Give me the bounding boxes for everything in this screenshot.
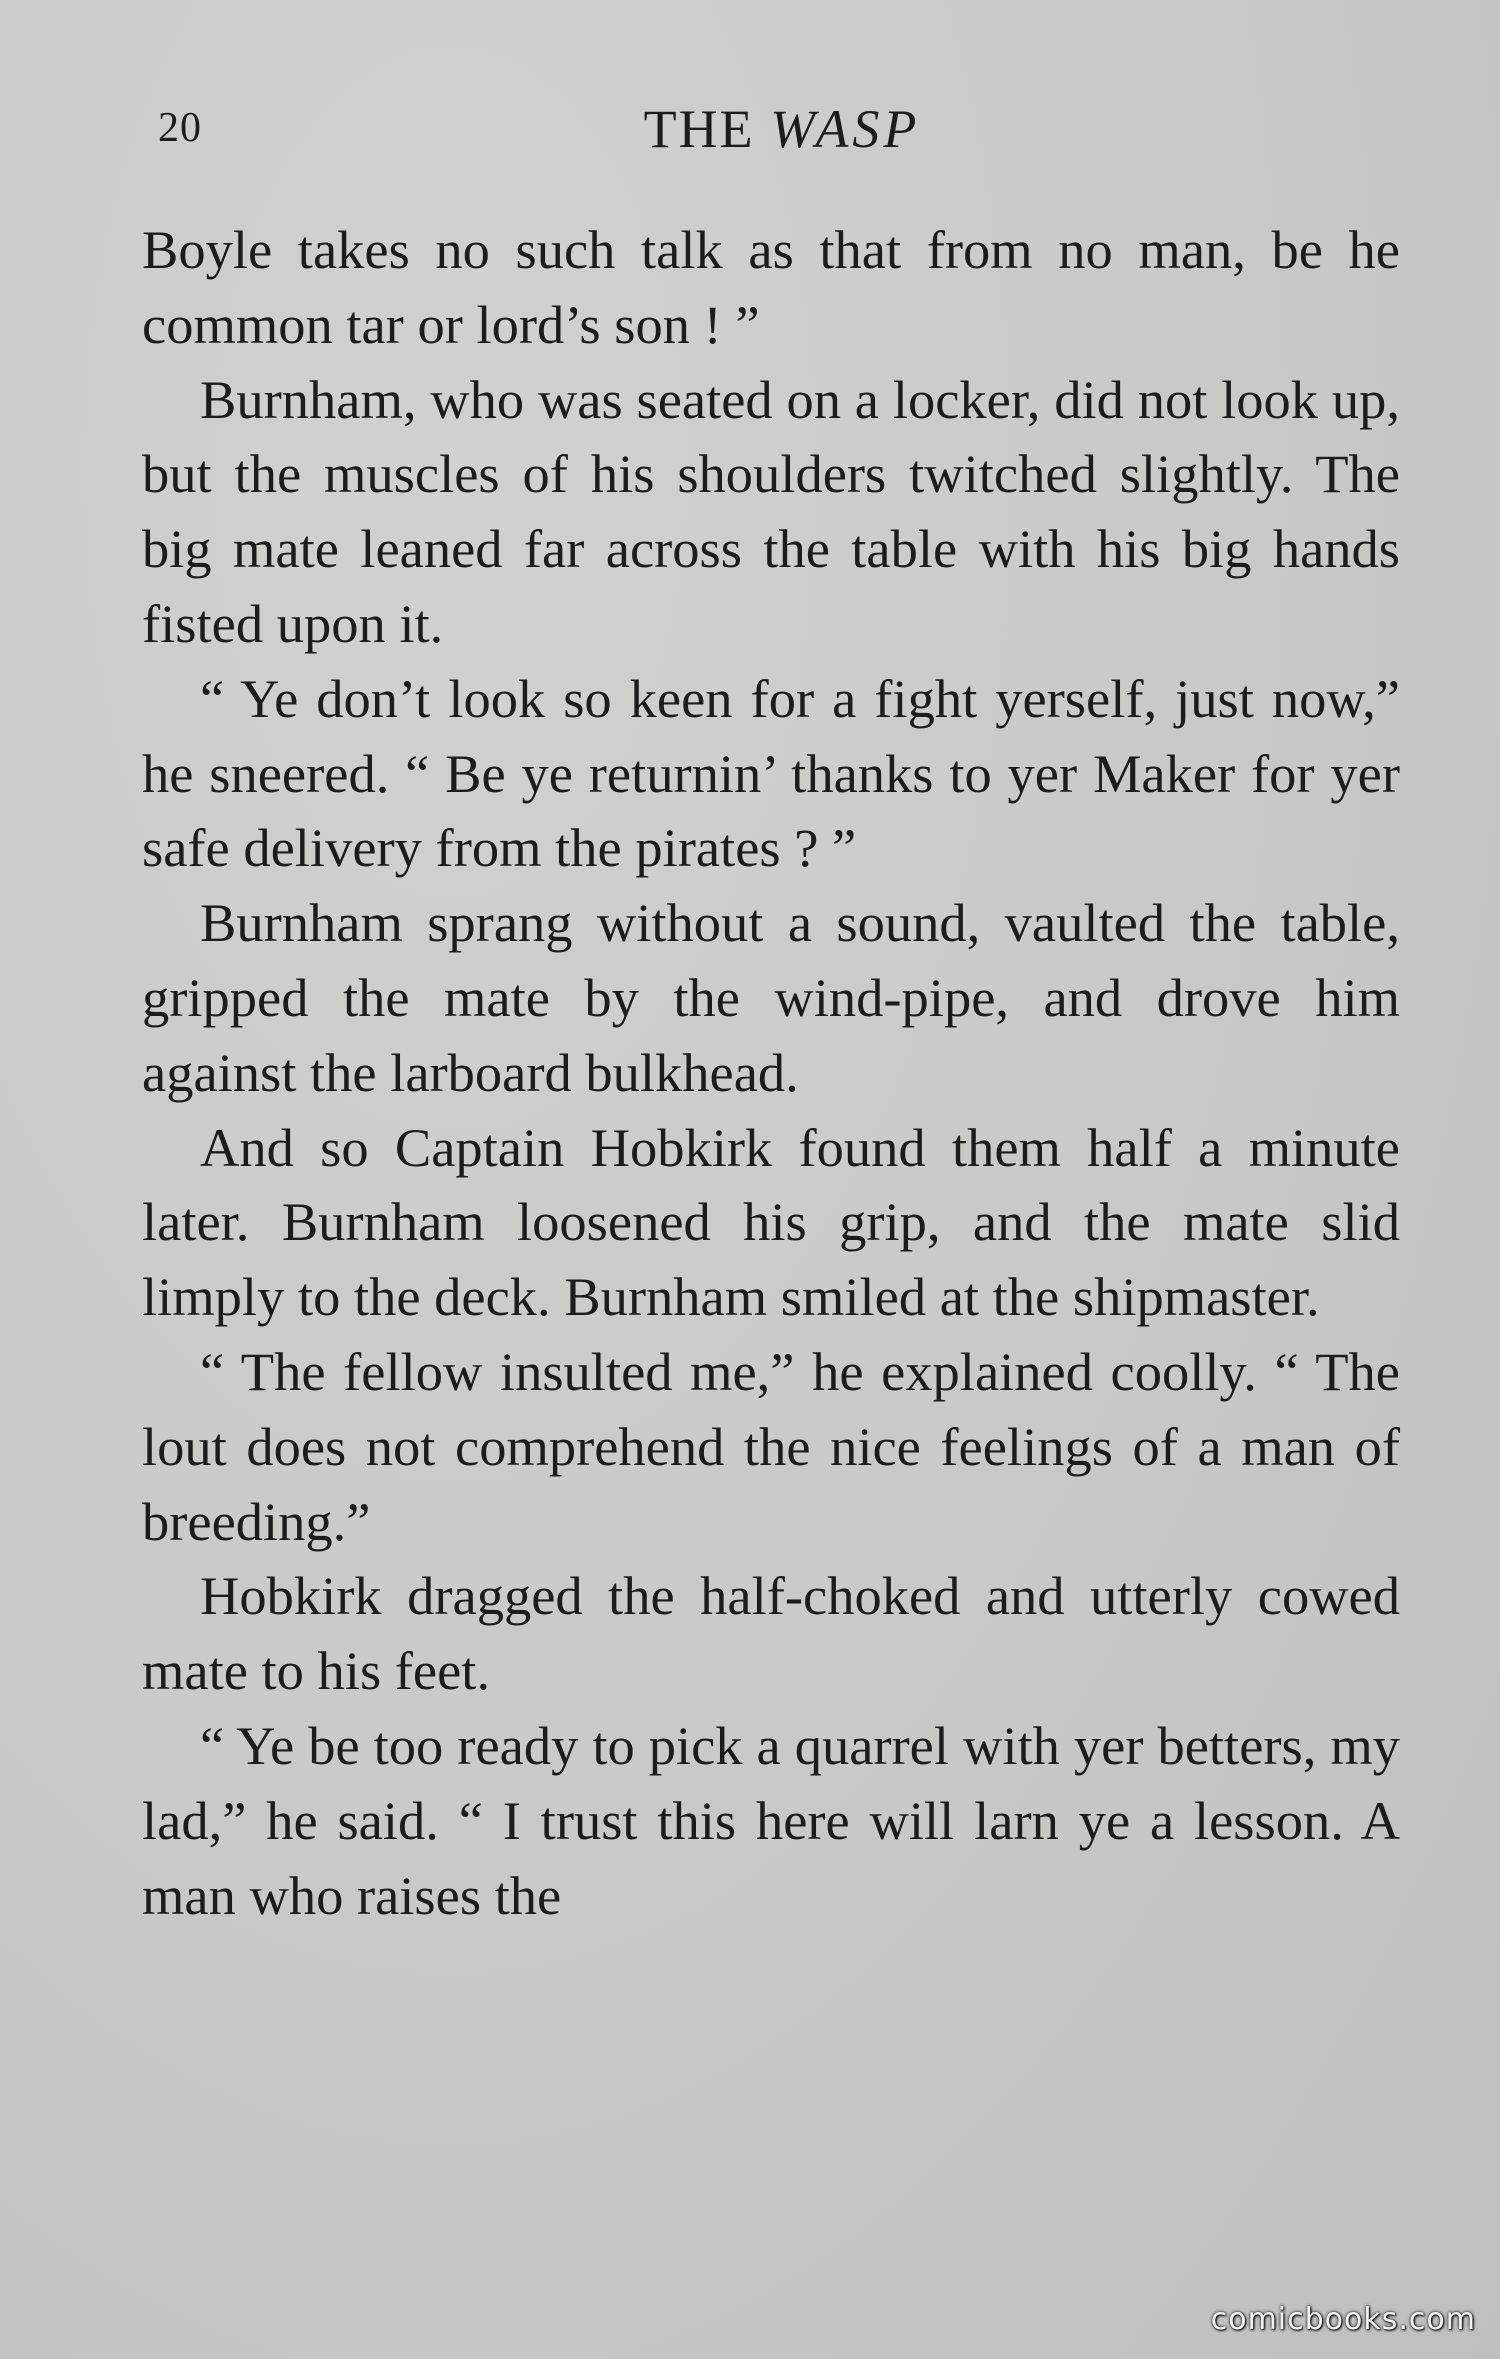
book-title-italic: WASP (770, 99, 921, 159)
paragraph: Boyle takes no such talk as that from no man, be he common tar or lord’s son ! ” (142, 219, 1400, 355)
paragraph: And so Captain Hobkirk found them half a minute later. Burnham loosened his grip, and the mate slid limply to the deck. Burnham smiled at the shipmaster. (142, 1116, 1400, 1328)
page-number: 20 (158, 105, 202, 151)
watermark: comicbooks.com (1210, 2302, 1476, 2337)
paragraph: Burnham, who was seated on a locker, did not look up, but the muscles of his shoulders twitched slightly. The big mate leaned far across the table with his big hands fisted upon it. (142, 368, 1400, 654)
paragraph: “ The fellow insulted me,” he explained coolly. “ The lout does not comprehend the nice feelings of a man of breeding.” (142, 1340, 1400, 1552)
body-text (142, 213, 1400, 1933)
book-title (158, 98, 1406, 160)
paragraph: “ Ye be too ready to pick a quarrel with yer betters, my lad,” he said. “ I trust this here will larn ye a lesson. A man who raises the (142, 1714, 1400, 1926)
paragraph: “ Ye don’t look so keen for a fight yerself, just now,” he sneered. “ Be ye returnin’ thanks to yer Maker for yer safe delivery from the pirates ? ” (142, 667, 1400, 879)
running-head (158, 98, 1406, 168)
paragraph: Hobkirk dragged the half-choked and utterly cowed mate to his feet. (142, 1565, 1400, 1702)
book-title-prefix: THE (643, 99, 755, 159)
paragraph: Burnham sprang without a sound, vaulted the table, gripped the mate by the wind-pipe, and drove him against the larboard bulkhead. (142, 892, 1400, 1103)
